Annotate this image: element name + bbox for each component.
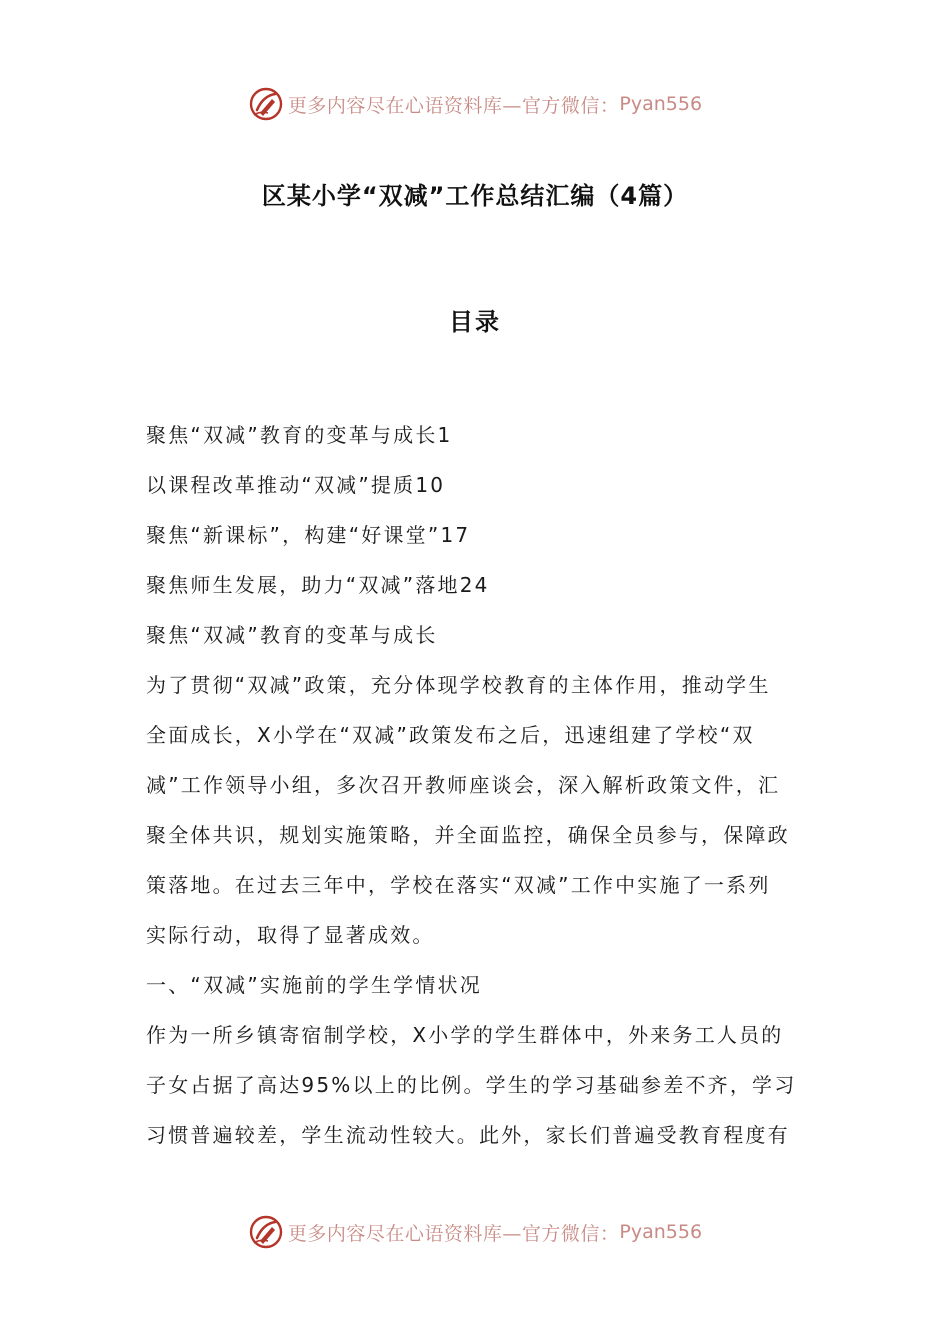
toc-item[interactable] [146, 410, 806, 460]
watermark-banner-bottom [0, 1212, 950, 1252]
paragraph-line: 作为一所乡镇寄宿制学校，X小学的学生群体中，外来务工人员的 [146, 1023, 784, 1047]
paragraph-line: 实际行动，取得了显著成效。 [146, 923, 435, 947]
paragraph-line: 习惯普遍较差，学生流动性较大。此外，家长们普遍受教育程度有 [146, 1123, 790, 1147]
toc-item-label: 聚焦“新课标”，构建“好课堂” [146, 523, 441, 547]
pen-logo-icon [248, 1214, 284, 1250]
toc-item[interactable] [146, 510, 806, 560]
toc-item-label: 以课程改革推动“双减”提质 [146, 473, 416, 497]
subheading: 一、“双减”实施前的学生学情状况 [146, 973, 482, 997]
paragraph-line: 为了贯彻“双减”政策，充分体现学校教育的主体作用，推动学生 [146, 673, 771, 697]
toc-item-page: 17 [440, 523, 471, 547]
pen-logo-icon [248, 86, 284, 122]
paragraph-line: 子女占据了高达95%以上的比例。学生的学习基础参差不齐，学习 [146, 1073, 797, 1097]
toc-item-page: 1 [437, 423, 453, 447]
document-body [146, 410, 806, 1160]
paragraph-line: 聚全体共识，规划实施策略，并全面监控，确保全员参与，保障政 [146, 823, 790, 847]
section-title: 聚焦“双减”教育的变革与成长 [146, 623, 438, 647]
toc-item-page: 10 [415, 473, 446, 497]
document-title: 区某小学“双减”工作总结汇编（4篇） [261, 182, 689, 210]
paragraph-line: 减”工作领导小组，多次召开教师座谈会，深入解析政策文件，汇 [146, 773, 781, 797]
paragraph-line: 策落地。在过去三年中，学校在落实“双减”工作中实施了一系列 [146, 873, 771, 897]
watermark-wechat-id: Pyan556 [619, 1221, 703, 1243]
toc-item-page: 24 [459, 573, 490, 597]
toc-item[interactable] [146, 560, 806, 610]
watermark-text: 更多内容尽在心语资料库—官方微信： [287, 1222, 620, 1245]
watermark-banner-top [0, 84, 950, 124]
toc-item-label: 聚焦“双减”教育的变革与成长 [146, 423, 438, 447]
watermark-wechat-id: Pyan556 [619, 93, 703, 115]
toc-item-label: 聚焦师生发展，助力“双减”落地 [146, 573, 460, 597]
paragraph-line: 全面成长，X小学在“双减”政策发布之后，迅速组建了学校“双 [146, 723, 755, 747]
toc-heading: 目录 [449, 308, 501, 336]
watermark-text: 更多内容尽在心语资料库—官方微信： [287, 94, 620, 117]
toc-item[interactable] [146, 460, 806, 510]
